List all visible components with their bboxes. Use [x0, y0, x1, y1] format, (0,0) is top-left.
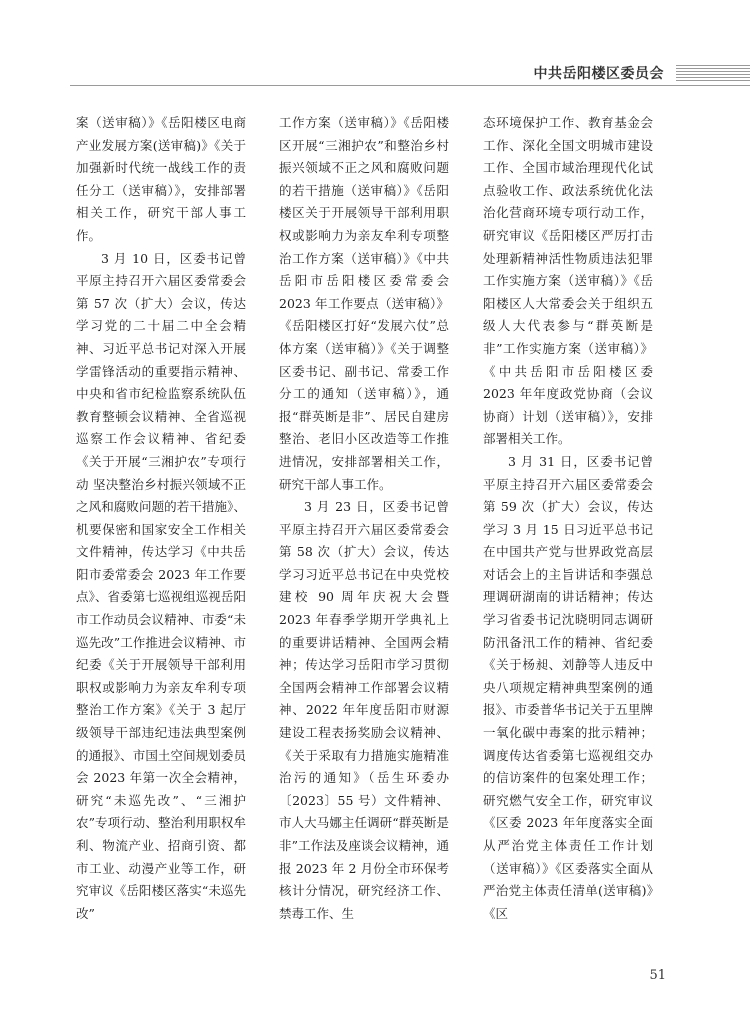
header-rule: [70, 85, 750, 86]
paragraph: 工作方案（送审稿）》《岳阳楼区开展“三湘护农”和整治乡村振兴领域不正之风和腐败问题的若干措施（送审稿）》《岳阳楼区关于开展领导干部利用职权或影响力为亲友牟利专项整治工作方案（送审稿）》《中共岳阳市岳阳楼区委常委会 2023 年工作要点（送审稿）》《岳阳楼区打好“发展六仗”总体方案（送审稿）》《关于调整区委书记、副书记、常委工作分工的通知（送审稿）》，通报“群英断是非”、居民自建房整治、老旧小区改造等工作推进情况，安排部署相关工作，研究干部人事工作。: [279, 115, 449, 492]
header-title: 中共岳阳楼区委员会: [533, 66, 664, 82]
paragraph: 案（送审稿）》《岳阳楼区电商产业发展方案(送审稿)》《关于加强新时代统一战线工作的责任分工（送审稿）》，安排部署相关工作，研究干部人事工作。: [76, 115, 246, 243]
running-header: [0, 60, 750, 86]
page-number: 51: [649, 968, 666, 983]
paragraph: 3 月 23 日，区委书记曾平原主持召开六届区委常委会第 58 次（扩大）会议，传达学习习近平总书记在中央党校建校 90 周年庆祝大会暨 2023 年春季学期开学典礼上的重要讲话精神、全国两会精神；传达学习岳阳市学习贯彻全国两会精神工作部署会议精神、2022 年年度岳阳市财源建设工程表扬奖励会议精神、《关于采取有力措施实施精准治污的通知》（岳生环委办〔2023〕55 号）文件精神、市人大马娜主任调研“群英断是非”工作法及座谈会议精神，通报 2023 年 2 月份全市环保考核计分情况，研究经济工作、禁毒工作、生: [279, 499, 449, 921]
text-column-1: [76, 112, 246, 925]
paragraph: 3 月 10 日，区委书记曾平原主持召开六届区委常委会第 57 次（扩大）会议，传达学习党的二十届二中全会精神、习近平总书记对深入开展学雷锋活动的重要指示精神、中央和省市纪检监察系统队伍教育整顿会议精神、全省巡视巡察工作会议精神、省纪委《关于开展“三湘护农”专项行动 坚决整治乡村振兴领域不正之风和腐败问题的若干措施》、机要保密和国家安全工作相关文件精神，传达学习《中共岳阳市委常委会 2023 年工作要点》、省委第七巡视组巡视岳阳市工作动员会议精神、市委“未巡先改”工作推进会议精神、市纪委《关于开展领导干部利用职权或影响力为亲友牟利专项整治工作方案》《关于 3 起厅级领导干部违纪违法典型案例的通报》、市国土空间规划委员会 2023 年第一次全会精神，研究“未巡先改”、“三湘护农”专项行动、整治利用职权牟利、物流产业、招商引资、都市工业、动漫产业等工作，研究审议《岳阳楼区落实“未巡先改”: [76, 250, 246, 921]
text-column-2: [279, 112, 449, 925]
header-stripe-decoration: [676, 65, 750, 83]
paragraph: 态环境保护工作、教育基金会工作、深化全国文明城市建设工作、全国市域治理现代化试点验收工作、政法系统优化法治化营商环境专项行动工作，研究审议《岳阳楼区严厉打击处理新精神活性物质违法犯罪工作实施方案（送审稿）》《岳阳楼区人大常委会关于组织五级人大代表参与“群英断是非”工作实施方案（送审稿）》《中共岳阳市岳阳楼区委 2023 年年度政党协商（会议协商）计划（送审稿）》，安排部署相关工作。: [483, 115, 653, 447]
text-column-3: [483, 112, 653, 925]
paragraph: 3 月 31 日，区委书记曾平原主持召开六届区委常委会第 59 次（扩大）会议，传达学习 3 月 15 日习近平总书记在中国共产党与世界政党高层对话会上的主旨讲话和李强总理调研湖南的讲话精神；传达学习省委书记沈晓明同志调研防汛备汛工作的精神、省纪委《关于杨昶、刘静等人违反中央八项规定精神典型案例的通报》、市委普华书记关于五里牌一氧化碳中毒案的批示精神；调度传达省委第七巡视组交办的信访案件的包案处理工作；研究燃气安全工作，研究审议《区委 2023 年年度落实全面从严治党主体责任工作计划（送审稿）》《区委落实全面从严治党主体责任清单(送审稿)》《区: [483, 453, 653, 921]
